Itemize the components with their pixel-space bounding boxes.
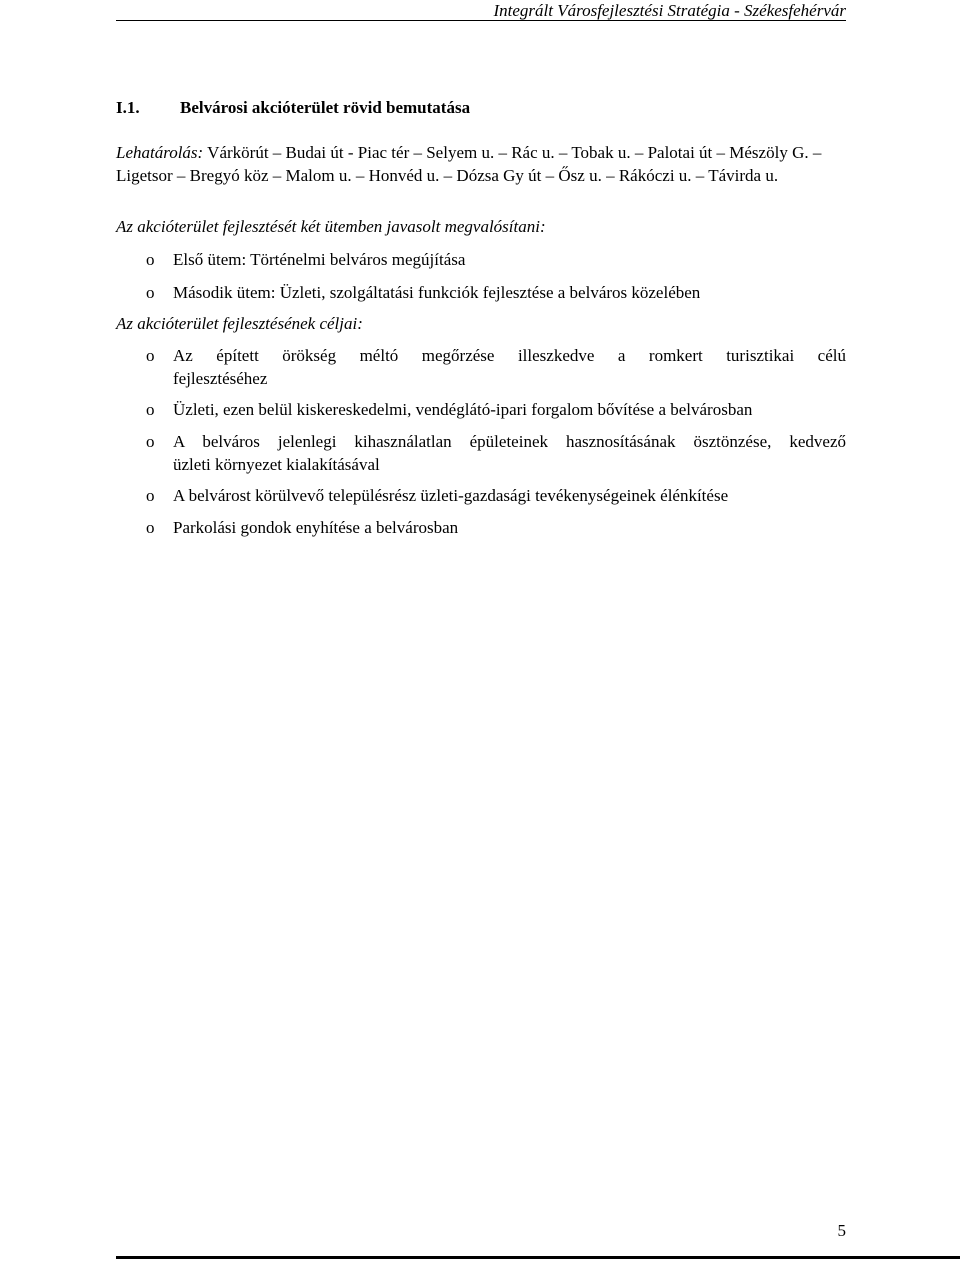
header-title: Integrált Városfejlesztési Stratégia - Székesfehérvár	[493, 1, 846, 20]
page-header	[116, 0, 846, 21]
boundary-label: Lehatárolás:	[116, 143, 204, 162]
bullet: o	[146, 518, 155, 537]
section-number: I.1.	[116, 98, 140, 117]
goal-item-1-line1: Az épített örökség méltó megőrzése illeszkedve a romkert turisztikai célú	[173, 346, 846, 365]
phases-heading: Az akcióterület fejlesztését két ütemben javasolt megvalósítani:	[116, 217, 546, 236]
section-title: Belvárosi akcióterület rövid bemutatása	[180, 98, 471, 117]
bullet: o	[146, 432, 155, 451]
bullet: o	[146, 346, 155, 365]
page-number: 5	[837, 1221, 846, 1240]
goal-item-1-line2: fejlesztéséhez	[173, 369, 268, 388]
boundary-text: Várkörút – Budai út - Piac tér – Selyem u. – Rác u. – Tobak u. – Palotai út – Mészöly G. – Ligetsor – Bregyó köz – Malom u. – Honvéd u. – Dózsa Gy út – Ősz u. – Rákóczi u. – Távirda u.	[116, 143, 822, 185]
goal-item-5: Parkolási gondok enyhítése a belvárosban	[173, 518, 459, 537]
bullet: o	[146, 486, 155, 505]
section-heading	[116, 97, 470, 119]
goal-item-3-line2: üzleti környezet kialakításával	[173, 455, 380, 474]
bullet: o	[146, 400, 155, 419]
goal-item-3-line1: A belváros jelenlegi kihasználatlan épületeinek hasznosításának ösztönzése, kedvező	[173, 432, 846, 451]
list-item	[146, 344, 846, 390]
footer-rule	[116, 1256, 960, 1259]
goal-item-4: A belvárost körülvevő településrész üzleti-gazdasági tevékenységeinek élénkítése	[173, 486, 729, 505]
phase-item-1: Első ütem: Történelmi belváros megújítása	[173, 250, 466, 269]
bullet: o	[146, 250, 155, 269]
goal-item-2: Üzleti, ezen belül kiskereskedelmi, vendéglátó-ipari forgalom bővítése a belvárosban	[173, 400, 753, 419]
list-item	[146, 430, 846, 476]
boundary-paragraph	[116, 141, 846, 187]
phase-item-2: Második ütem: Üzleti, szolgáltatási funkciók fejlesztése a belváros közelében	[173, 283, 701, 302]
bullet: o	[146, 283, 155, 302]
goals-heading: Az akcióterület fejlesztésének céljai:	[116, 314, 363, 333]
